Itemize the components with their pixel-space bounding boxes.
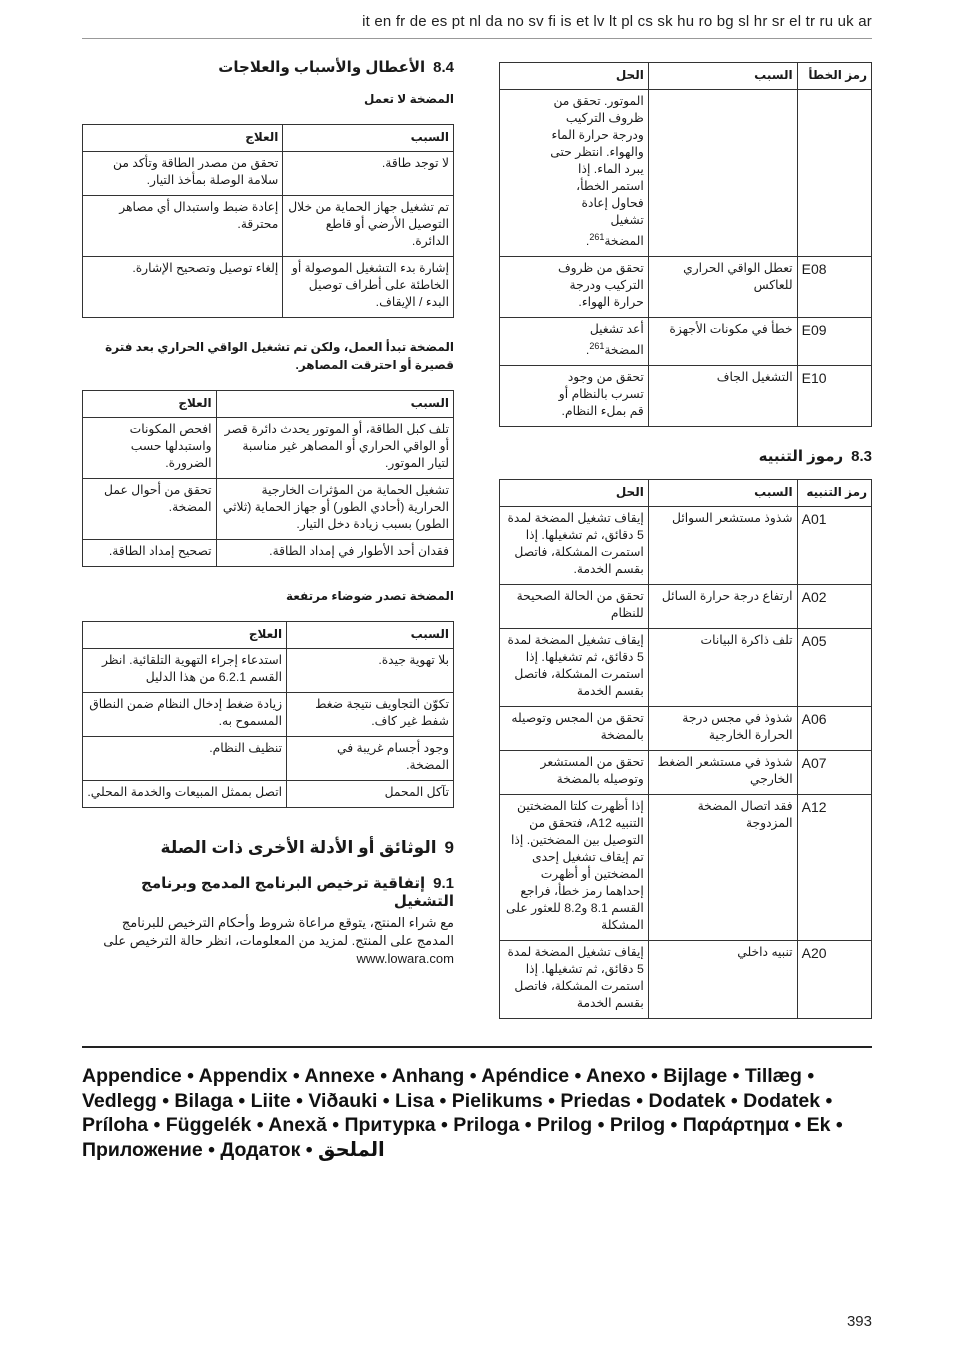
remedy-cell: اتصل بممثل المبيعات والخدمة المحلي. — [83, 781, 287, 808]
remedy-cell: تحقق من مصدر الطاقة وتأكد من سلامة الوصلة بمأخذ التيار. — [83, 152, 283, 196]
solution-cell: تحقق من الحالة الصحيحة للنظام — [500, 585, 649, 629]
column-header: السبب — [216, 391, 453, 418]
section-title: رموز التنبيه — [758, 448, 844, 466]
cause-cell: تعطل الواقي الحراري للعاكس — [648, 257, 797, 318]
solution-cell: إيقاف تشغيل المضخة لمدة 5 دقائق، ثم تشغيلها. إذا استمرت المشكلة، فاتصل بقسم الخدمة — [500, 629, 649, 707]
table-alarm-codes — [499, 479, 872, 1019]
table-row — [500, 751, 872, 795]
cause-cell: شذوذ في مستشعر الضغط الخارجي — [648, 751, 797, 795]
table-row — [500, 507, 872, 585]
left-column — [82, 58, 454, 968]
cause-cell: تشغيل الحماية من المؤثرات الخارجية الحرارية (أحادي الطور) أو جهاز الحماية (ثلاثي الطور) بسبب زيادة دخل التيار. — [216, 479, 453, 540]
code-cell: A12 — [797, 795, 871, 941]
table-row — [83, 737, 454, 781]
cause-cell: بلا تهوية جيدة. — [287, 649, 454, 693]
subheading-pump-not-working: المضخة لا تعمل — [363, 92, 454, 106]
solution-cell: تحقق من وجود تسرب بالنظام أو قم بملء النظام. — [500, 366, 649, 427]
table-row — [83, 479, 454, 540]
code-cell: A05 — [797, 629, 871, 707]
section-title: الوثائق أو الأدلة الأخرى ذات الصلة — [160, 838, 437, 857]
cause-cell: تلف كبل الطاقة، أو الموتور يحدث دائرة قصر أو الواقي الحراري أو المصاهر غير مناسبة لتيار الموتور. — [216, 418, 453, 479]
cause-cell: وجود أجسام غريبة في المضخة. — [287, 737, 454, 781]
section-number: 9 — [444, 838, 454, 857]
cause-cell: فقد اتصال المضخة المزدوجة — [648, 795, 797, 941]
column-header: السبب — [287, 622, 454, 649]
column-header: السبب — [648, 63, 797, 90]
table-row — [83, 540, 454, 567]
license-url[interactable]: www.lowara.com — [356, 951, 454, 966]
column-header: العلاج — [83, 125, 283, 152]
cause-cell: لا توجد طاقة. — [283, 152, 454, 196]
page-reference: 261 — [589, 341, 605, 352]
table-row — [500, 585, 872, 629]
solution-text: أعد تشغيل المضخة — [589, 322, 644, 358]
column-header: السبب — [283, 125, 454, 152]
table-noise — [82, 621, 454, 808]
table-row — [83, 649, 454, 693]
solution-text: الموتور. تحقق من ظروف التركيب ودرجة حرارة الماء والهواء. انتظر حتى يبرد الماء. إذا استمر الخطأ، فحاول إعادة تشغيل المضخة — [550, 94, 644, 249]
table-pump-not-working — [82, 124, 454, 318]
remedy-cell: استدعاء إجراء التهوية التلقائية. انظر القسم 6.2.1 من هذا الدليل — [83, 649, 287, 693]
cause-cell: إشارة بدء التشغيل الموصولة أو الخاطئة على أطراف توصيل البدء / الإيقاف. — [283, 257, 454, 318]
cause-cell: شذوذ مستشعر السوائل — [648, 507, 797, 585]
column-header: السبب — [648, 480, 797, 507]
solution-cell: تحقق من المستشعر وتوصيله بالمضخة — [500, 751, 649, 795]
column-header: رمز التنبيه — [797, 480, 871, 507]
code-cell: A02 — [797, 585, 871, 629]
solution-cell: إيقاف تشغيل المضخة لمدة 5 دقائق، ثم تشغيلها. إذا استمرت المشكلة، فاتصل بقسم الخدمة. — [500, 507, 649, 585]
remedy-cell: إعادة ضبط واستبدال أي مصاهر محترقة. — [83, 196, 283, 257]
code-cell: E09 — [797, 318, 871, 366]
code-cell: A01 — [797, 507, 871, 585]
table-row — [500, 318, 872, 366]
right-column — [499, 62, 872, 1019]
table-row — [83, 418, 454, 479]
code-cell: A20 — [797, 941, 871, 1019]
section-8-3-heading — [499, 447, 872, 465]
table-row — [83, 196, 454, 257]
table-thermal-protector — [82, 390, 454, 567]
solution-cell: إيقاف تشغيل المضخة لمدة 5 دقائق، ثم تشغيلها. إذا استمرت المشكلة، فاتصل بقسم الخدمة — [500, 941, 649, 1019]
table-row — [500, 629, 872, 707]
language-codes: it en fr de es pt nl da no sv fi is et lv lt pl cs sk hu ro bg sl hr sr el tr ru uk ar — [362, 13, 872, 30]
code-cell: A07 — [797, 751, 871, 795]
section-9-1-heading — [82, 874, 454, 910]
subheading-noise: المضخة تصدر ضوضاء مرتفعة — [285, 589, 454, 603]
appendix-title: Appendice • Appendix • Annexe • Anhang • Apéndice • Anexo • Bijlage • Tillæg • Vedlegg • Bilaga • Liite • Viðauki • Lisa • Pielikums • Priedas • Dodatek • Dodatek • Príloha • Függelék • Anexă • Притурка • Priloga • Prilog • Prilog • Παράρτημα • Ek • Приложение • Додаток • الملحق — [82, 1065, 843, 1161]
table-row — [83, 152, 454, 196]
column-header: رمز الخطأ — [797, 63, 871, 90]
cause-cell: ارتفاع درجة حرارة السائل — [648, 585, 797, 629]
section-number: 8.4 — [433, 59, 454, 76]
page-number: 393 — [846, 1313, 872, 1330]
solution-cell: أعد تشغيل المضخة$^{261}$. — [500, 318, 649, 366]
remedy-cell: زيادة ضغط إدخال النظام ضمن النطاق المسموح به. — [83, 693, 287, 737]
table-row — [83, 693, 454, 737]
remedy-cell: تحقق من أحوال عمل المضخة. — [83, 479, 217, 540]
code-cell: A06 — [797, 707, 871, 751]
section-number: 9.1 — [433, 875, 454, 892]
solution-cell: إذا أظهرت كلتا المضختين التنبيه A12، فتحقق من التوصيل بين المضختين. إذا تم إيقاف تشغيل إحدى المضختين أو أظهرت إحداهما رمز خطأ، فراجع القسم 8.1 و8.2 للعثور على المشكلة — [500, 795, 649, 941]
cause-cell: تآكل المحمل — [287, 781, 454, 808]
table-row — [500, 257, 872, 318]
code-cell: E10 — [797, 366, 871, 427]
section-8-4-heading — [82, 58, 454, 76]
table-row — [500, 90, 872, 257]
table-row — [83, 781, 454, 808]
column-header: العلاج — [83, 391, 217, 418]
page-reference: 261 — [589, 232, 605, 242]
section-9-heading — [82, 838, 454, 858]
subheading-thermal-protector: المضخة تبدأ العمل، ولكن تم تشغيل الواقي الحراري بعد فترة قصيرة أو احترقت المصاهر. — [105, 340, 454, 372]
table-row — [500, 795, 872, 941]
solution-cell: تحقق من المجس وتوصيله بالمضخة — [500, 707, 649, 751]
remedy-cell: تصحيح إمداد الطاقة. — [83, 540, 217, 567]
remedy-cell: إلغاء توصيل وتصحيح الإشارة. — [83, 257, 283, 318]
column-header: العلاج — [83, 622, 287, 649]
section-number: 8.3 — [851, 448, 872, 466]
cause-cell: شذوذ في مجس درجة الحرارة الخارجية — [648, 707, 797, 751]
code-cell — [797, 90, 871, 257]
remedy-cell: افحص المكونات واستبدلها حسب الضرورة. — [83, 418, 217, 479]
code-cell: E08 — [797, 257, 871, 318]
cause-cell: تنبيه داخلي — [648, 941, 797, 1019]
cause-cell: التشغيل الجاف — [648, 366, 797, 427]
table-row — [83, 257, 454, 318]
section-title: إتفاقية ترخيص البرنامج المدمج وبرنامج التشغيل — [141, 875, 454, 910]
column-header: الحل — [500, 63, 649, 90]
cause-cell — [648, 90, 797, 257]
table-row — [500, 366, 872, 427]
cause-cell: خطأ في مكونات الأجهزة — [648, 318, 797, 366]
table-row — [500, 941, 872, 1019]
column-header: الحل — [500, 480, 649, 507]
table-error-codes — [499, 62, 872, 427]
header-divider — [82, 38, 872, 39]
solution-cell: تحقق من ظروف التركيب ودرجة حرارة الهواء. — [500, 257, 649, 318]
license-paragraph: مع شراء المنتج، يتوقع مراعاة شروط وأحكام الترخيص للبرنامج المدمج على المنتج. لمزيد من المعلومات، انظر حالة الترخيص على — [103, 915, 454, 948]
cause-cell: تم تشغيل جهاز الحماية من خلال التوصيل الأرضي أو قاطع الدائرة. — [283, 196, 454, 257]
section-title: الأعطال والأسباب والعلاجات — [218, 59, 426, 76]
solution-cell: الموتور. تحقق من ظروف التركيب ودرجة حرارة الماء والهواء. انتظر حتى يبرد الماء. إذا استمر الخطأ، فحاول إعادة تشغيل المضخة$^{261}$. — [500, 90, 649, 257]
cause-cell: فقدان أحد الأطوار في إمداد الطاقة. — [216, 540, 453, 567]
appendix-divider — [82, 1046, 872, 1048]
table-row — [500, 707, 872, 751]
remedy-cell: تنظيف النظام. — [83, 737, 287, 781]
cause-cell: تكوّن التجاويف نتيجة ضغط شفط غير كاف. — [287, 693, 454, 737]
cause-cell: تلف ذاكرة البيانات — [648, 629, 797, 707]
